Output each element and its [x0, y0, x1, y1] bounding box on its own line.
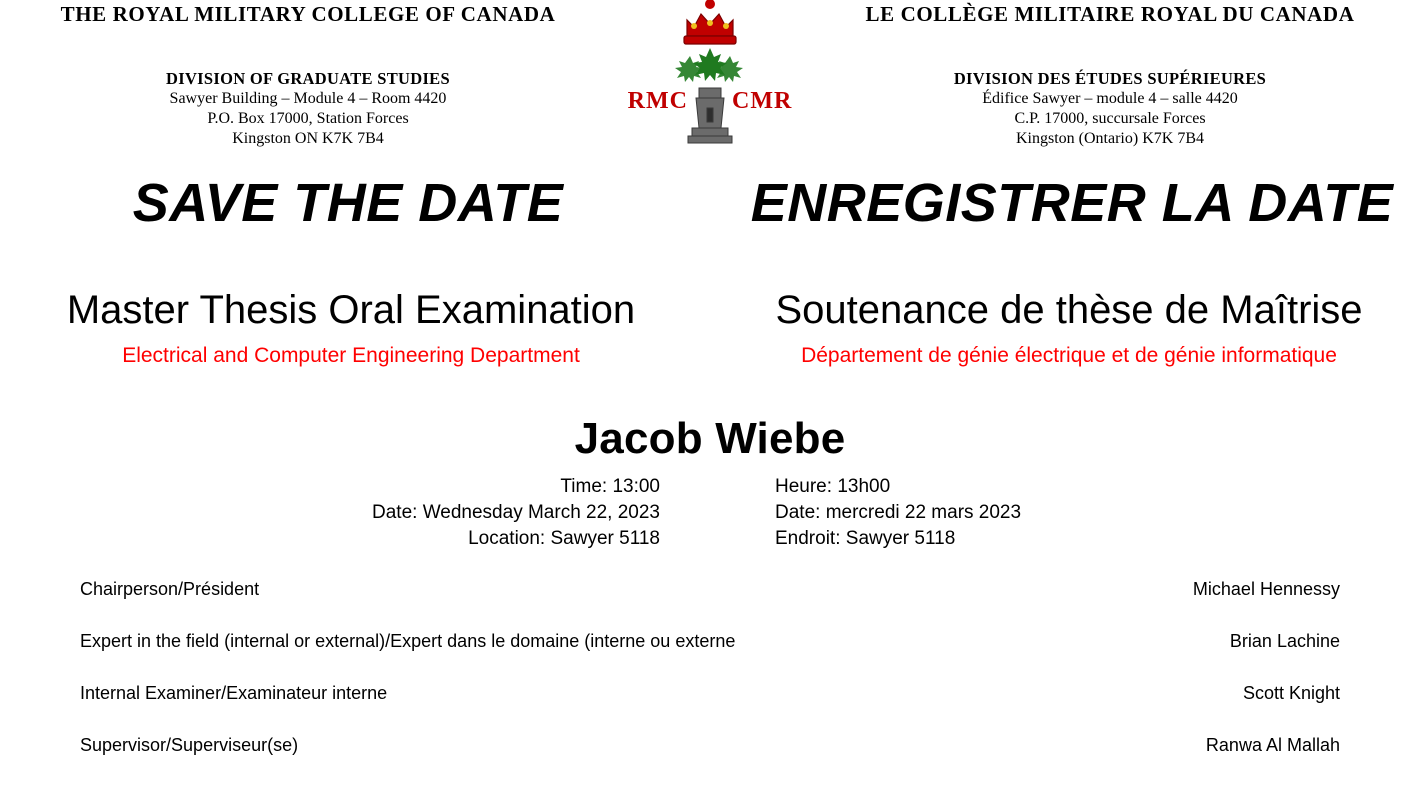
- detail-line: [775, 526, 1375, 552]
- detail-line: [775, 474, 1375, 500]
- committee-list: [0, 576, 1420, 758]
- committee-row: [80, 628, 1340, 654]
- detail-value: mercredi 22 mars 2023: [825, 502, 1022, 523]
- crest-graphic: [595, 0, 825, 156]
- committee-role: Expert in the field (internal or external)/Expert dans le domaine (interne ou externe: [80, 631, 736, 651]
- division-name-fr: DIVISION DES ÉTUDES SUPÉRIEURES: [953, 69, 1267, 88]
- detail-value: Sawyer 5118: [845, 528, 956, 549]
- detail-line: [775, 500, 1375, 526]
- division-name-en: DIVISION OF GRADUATE STUDIES: [166, 69, 450, 88]
- candidate-name: Jacob Wiebe: [574, 414, 846, 463]
- committee-row: [80, 576, 1340, 602]
- address-line-2-en: P.O. Box 17000, Station Forces: [207, 110, 409, 127]
- exam-title-en: Master Thesis Oral Examination: [66, 288, 636, 332]
- committee-role: Chairperson/Président: [80, 579, 260, 599]
- letterhead: [0, 0, 1420, 160]
- committee-row: [80, 680, 1340, 706]
- rmc-crest-logo: [595, 0, 825, 156]
- title-block-fr: [724, 286, 1414, 368]
- detail-line: [0, 526, 660, 552]
- titles-row: [0, 286, 1420, 396]
- banner-en: SAVE THE DATE: [132, 173, 564, 233]
- detail-value: Wednesday March 22, 2023: [422, 502, 660, 523]
- committee-role: Internal Examiner/Examinateur interne: [80, 683, 388, 703]
- institution-name-fr: LE COLLÈGE MILITAIRE ROYAL DU CANADA: [865, 2, 1355, 26]
- detail-line: [0, 500, 660, 526]
- committee-person: Scott Knight: [1242, 683, 1340, 703]
- committee-person: Brian Lachine: [1229, 631, 1340, 651]
- department-en: Electrical and Computer Engineering Department: [122, 344, 580, 367]
- crest-wordmark-cmr: CMR: [732, 88, 793, 114]
- banner-row: [0, 172, 1420, 258]
- exam-title-fr: Soutenance de thèse de Maîtrise: [775, 288, 1363, 332]
- address-line-2-fr: C.P. 17000, succursale Forces: [1014, 110, 1206, 127]
- letterhead-english-block: [8, 0, 608, 149]
- detail-value: Sawyer 5118: [550, 528, 660, 549]
- letterhead-french-block: [810, 0, 1410, 149]
- title-block-en: [6, 286, 696, 368]
- detail-label: Date:: [372, 502, 418, 523]
- crest-wordmark: [595, 88, 825, 115]
- committee-person: Michael Hennessy: [1192, 579, 1340, 599]
- detail-label: Endroit:: [775, 528, 841, 549]
- address-line-3-en: Kingston ON K7K 7B4: [232, 130, 384, 147]
- crest-wordmark-rmc: RMC: [627, 88, 688, 114]
- committee-person: Ranwa Al Mallah: [1205, 735, 1340, 755]
- detail-label: Date:: [775, 502, 821, 523]
- banner-fr: ENREGISTRER LA DATE: [750, 173, 1394, 233]
- institution-name-en: THE ROYAL MILITARY COLLEGE OF CANADA: [60, 2, 556, 26]
- committee-row: [80, 732, 1340, 758]
- detail-label: Location:: [468, 528, 546, 549]
- detail-value: 13:00: [612, 476, 660, 497]
- detail-line: [0, 474, 660, 500]
- detail-label: Time:: [560, 476, 608, 497]
- details-en: [0, 474, 660, 552]
- committee-role: Supervisor/Superviseur(se): [80, 735, 299, 755]
- address-line-1-en: Sawyer Building – Module 4 – Room 4420: [169, 90, 447, 107]
- details-fr: [775, 474, 1375, 552]
- address-line-1-fr: Édifice Sawyer – module 4 – salle 4420: [982, 90, 1238, 107]
- detail-value: 13h00: [837, 476, 891, 497]
- address-line-3-fr: Kingston (Ontario) K7K 7B4: [1016, 130, 1204, 147]
- detail-label: Heure:: [775, 476, 833, 497]
- department-fr: Département de génie électrique et de génie informatique: [801, 344, 1337, 367]
- details-row: [0, 474, 1420, 560]
